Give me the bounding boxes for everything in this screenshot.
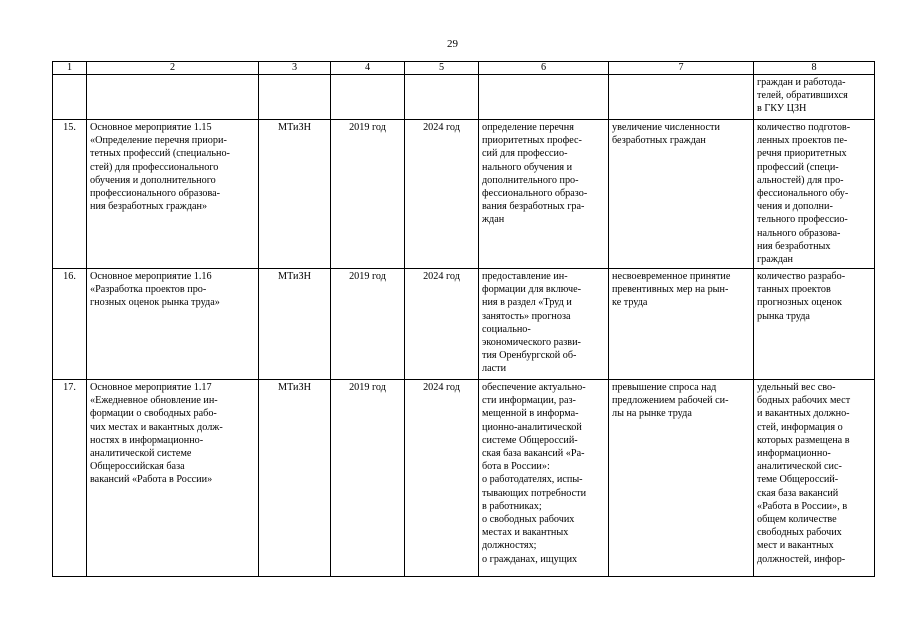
continued-row bbox=[53, 75, 875, 120]
text-line: тывающих потребности bbox=[482, 487, 587, 499]
text-line: несвоевременное принятие bbox=[612, 271, 731, 282]
text-line: дополнительного про- bbox=[482, 174, 579, 186]
header-col-4: 4 bbox=[331, 62, 405, 75]
text-line: стей, информация о bbox=[757, 421, 843, 433]
text-line: социально- bbox=[482, 323, 531, 335]
text-line: аналитической системе bbox=[90, 448, 192, 460]
cell-expected-result bbox=[479, 269, 609, 380]
cell-continued-indicator bbox=[754, 75, 875, 120]
text-line: вания безработных гра- bbox=[482, 201, 585, 213]
text-line: Основное мероприятие 1.16 bbox=[90, 271, 212, 282]
text-line: сий для профессио- bbox=[482, 148, 568, 160]
text-line: увеличение численности bbox=[612, 122, 720, 133]
text-line: чения и дополни- bbox=[757, 201, 833, 213]
text-line: вакансий «Работа в России» bbox=[90, 474, 213, 486]
text-line: лы на рынке труда bbox=[612, 408, 692, 420]
text-line: превышение спроса над bbox=[612, 382, 717, 393]
cell-empty bbox=[87, 75, 259, 120]
text-line: занятость» прогноза bbox=[482, 310, 571, 322]
text-line: граждан bbox=[757, 254, 793, 266]
table-header bbox=[53, 62, 875, 75]
text-line: мещенной в информа- bbox=[482, 408, 579, 420]
text-line: превентивных мер на рын- bbox=[612, 284, 729, 296]
text-line: Основное мероприятие 1.15 bbox=[90, 122, 212, 133]
text-line: нального образова- bbox=[757, 227, 841, 239]
cell-executor: МТиЗН bbox=[259, 269, 331, 380]
header-row bbox=[53, 62, 875, 75]
cell-end-year: 2024 год bbox=[405, 269, 479, 380]
text-line: формации о свободных рабо- bbox=[90, 408, 217, 420]
text-line: ния безработных граждан» bbox=[90, 201, 208, 213]
cell-expected-result bbox=[479, 380, 609, 577]
cell-number: 17. bbox=[53, 380, 87, 577]
text-line: бота в России»: bbox=[482, 461, 550, 473]
text-line: приоритетных профес- bbox=[482, 135, 582, 147]
text-line: гнозных оценок рынка труда» bbox=[90, 297, 220, 309]
text-line: телей, обратившихся bbox=[757, 90, 848, 102]
page-number: 29 bbox=[447, 38, 458, 50]
text-line: должностях; bbox=[482, 540, 537, 552]
text-line: о работодателях, испы- bbox=[482, 474, 583, 486]
text-line: предоставление ин- bbox=[482, 271, 568, 282]
text-line: обеспечение актуально- bbox=[482, 382, 586, 393]
cell-measure-name bbox=[87, 120, 259, 269]
text-line: о свободных рабочих bbox=[482, 514, 575, 526]
cell-risk bbox=[609, 269, 754, 380]
cell-measure-name bbox=[87, 269, 259, 380]
measures-table bbox=[52, 61, 875, 577]
cell-indicator bbox=[754, 269, 875, 380]
text-line: тия Оренбургской об- bbox=[482, 350, 577, 362]
text-line: «Работа в России», в bbox=[757, 500, 848, 512]
text-line: в ГКУ ЦЗН bbox=[757, 103, 807, 115]
text-line: которых размещена в bbox=[757, 434, 850, 446]
cell-empty bbox=[609, 75, 754, 120]
cell-end-year: 2024 год bbox=[405, 380, 479, 577]
header-col-7: 7 bbox=[609, 62, 754, 75]
cell-risk bbox=[609, 120, 754, 269]
text-line: «Разработка проектов про- bbox=[90, 284, 207, 296]
cell-end-year: 2024 год bbox=[405, 120, 479, 269]
text-line: ционно-аналитической bbox=[482, 421, 582, 433]
text-line: аналитической сис- bbox=[757, 461, 842, 473]
text-line: прогнозных оценок bbox=[757, 297, 842, 309]
text-line: ская база вакансий bbox=[757, 487, 839, 499]
text-line: ская база вакансий «Ра- bbox=[482, 448, 585, 460]
text-line: количество подготов- bbox=[757, 122, 851, 133]
text-line: профессий (специ- bbox=[757, 161, 839, 173]
text-line: системе Общероссий- bbox=[482, 434, 578, 446]
cell-measure-name bbox=[87, 380, 259, 577]
cell-number: 15. bbox=[53, 120, 87, 269]
text-line: безработных граждан bbox=[612, 135, 706, 147]
cell-indicator bbox=[754, 380, 875, 577]
text-line: профессионального образова- bbox=[90, 188, 221, 200]
text-line: общем количестве bbox=[757, 514, 837, 526]
header-col-8: 8 bbox=[754, 62, 875, 75]
text-line: чих местах и вакантных долж- bbox=[90, 421, 223, 433]
cell-empty bbox=[331, 75, 405, 120]
cell-empty bbox=[405, 75, 479, 120]
cell-start-year: 2019 год bbox=[331, 269, 405, 380]
text-line: граждан и работода- bbox=[757, 77, 846, 88]
cell-number: 16. bbox=[53, 269, 87, 380]
text-line: речня приоритетных bbox=[757, 148, 847, 160]
text-line: формации для включе- bbox=[482, 284, 582, 296]
text-line: ния в раздел «Труд и bbox=[482, 297, 572, 309]
text-line: стей) для профессионального bbox=[90, 161, 219, 173]
header-col-3: 3 bbox=[259, 62, 331, 75]
text-line: «Определение перечня приори- bbox=[90, 135, 227, 147]
text-line: ностях в информационно- bbox=[90, 434, 204, 446]
text-line: обучения и дополнительного bbox=[90, 174, 216, 186]
text-line: ленных проектов пе- bbox=[757, 135, 848, 147]
text-line: бодных рабочих мест bbox=[757, 395, 851, 407]
text-line: тельного профессио- bbox=[757, 214, 848, 226]
text-line: теме Общероссий- bbox=[757, 474, 839, 486]
text-line: фессионального образо- bbox=[482, 188, 588, 200]
cell-start-year: 2019 год bbox=[331, 380, 405, 577]
table-row bbox=[53, 269, 875, 380]
text-line: определение перечня bbox=[482, 122, 574, 133]
cell-executor: МТиЗН bbox=[259, 380, 331, 577]
text-line: и вакантных должно- bbox=[757, 408, 850, 420]
header-col-2: 2 bbox=[87, 62, 259, 75]
table-row bbox=[53, 120, 875, 269]
text-line: «Ежедневное обновление ин- bbox=[90, 395, 218, 407]
table-row bbox=[53, 380, 875, 577]
cell-risk bbox=[609, 380, 754, 577]
text-line: ке труда bbox=[612, 297, 648, 309]
text-line: нального обучения и bbox=[482, 161, 573, 173]
cell-executor: МТиЗН bbox=[259, 120, 331, 269]
text-line: свободных рабочих bbox=[757, 527, 842, 539]
text-line: тетных профессий (специально- bbox=[90, 148, 230, 160]
text-line: рынка труда bbox=[757, 310, 810, 322]
text-line: в работниках; bbox=[482, 500, 542, 512]
header-col-5: 5 bbox=[405, 62, 479, 75]
text-line: танных проектов bbox=[757, 284, 831, 296]
text-line: мест и вакантных bbox=[757, 540, 834, 552]
cell-empty bbox=[259, 75, 331, 120]
text-line: количество разрабо- bbox=[757, 271, 846, 282]
text-line: экономического разви- bbox=[482, 337, 581, 349]
text-line: ния безработных bbox=[757, 240, 831, 252]
cell-empty bbox=[479, 75, 609, 120]
header-col-1: 1 bbox=[53, 62, 87, 75]
text-line: удельный вес сво- bbox=[757, 382, 836, 393]
cell-start-year: 2019 год bbox=[331, 120, 405, 269]
text-line: Общероссийская база bbox=[90, 461, 185, 473]
text-line: ласти bbox=[482, 363, 507, 375]
table-body bbox=[53, 75, 875, 577]
text-line: ждан bbox=[482, 214, 505, 226]
text-line: должностей, инфор- bbox=[757, 553, 846, 565]
text-line: альностей) для про- bbox=[757, 174, 844, 186]
cell-empty bbox=[53, 75, 87, 120]
cell-expected-result bbox=[479, 120, 609, 269]
text-line: Основное мероприятие 1.17 bbox=[90, 382, 212, 393]
text-line: сти информации, раз- bbox=[482, 395, 576, 407]
text-line: информационно- bbox=[757, 448, 831, 460]
cell-indicator bbox=[754, 120, 875, 269]
text-line: местах и вакантных bbox=[482, 527, 569, 539]
header-col-6: 6 bbox=[479, 62, 609, 75]
text-line: фессионального обу- bbox=[757, 188, 849, 200]
text-line: о гражданах, ищущих bbox=[482, 553, 578, 565]
text-line: предложением рабочей си- bbox=[612, 395, 729, 407]
